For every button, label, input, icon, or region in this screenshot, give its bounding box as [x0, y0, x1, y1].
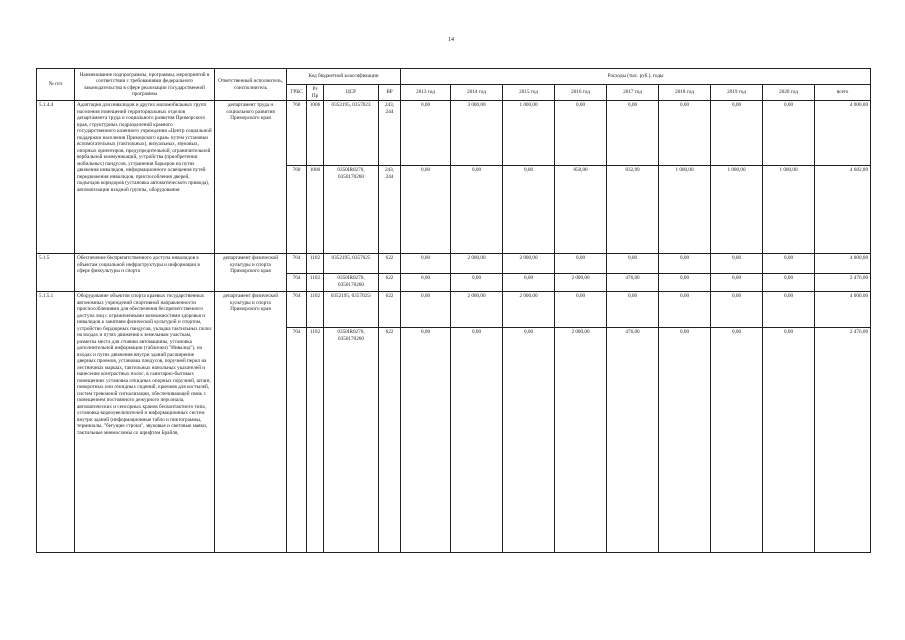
cell-value: 0,00: [451, 328, 503, 553]
header-year: 2020 год: [763, 85, 815, 101]
cell-value: 1 000,00: [711, 166, 763, 254]
cell-csr: 0352195, 0357023: [324, 101, 379, 166]
cell-vr: 622: [379, 292, 401, 328]
cell-value: 0,00: [503, 274, 555, 292]
cell-value: 0,00: [711, 101, 763, 166]
cell-grbs: 760: [287, 101, 307, 166]
cell-value: 0,00: [711, 254, 763, 274]
cell-value: 476,00: [607, 328, 659, 553]
cell-total: 2 476,00: [815, 274, 871, 292]
cell-value: 0,00: [607, 292, 659, 328]
cell-rzpr: 1102: [307, 328, 324, 553]
cell-grbs: 764: [287, 274, 307, 292]
cell-value: 2 000,00: [451, 292, 503, 328]
header-budget-code: Код бюджетной классификации: [287, 69, 401, 85]
cell-vr: 622: [379, 274, 401, 292]
cell-csr: 0350IR0270, 0350170260: [324, 274, 379, 292]
cell-total: 4 000,00: [815, 101, 871, 166]
cell-value: 0,00: [659, 274, 711, 292]
cell-total: 2 476,00: [815, 328, 871, 553]
header-total: всего: [815, 85, 871, 101]
cell-value: 2 000,00: [555, 274, 607, 292]
cell-grbs: 760: [287, 166, 307, 254]
cell-value: 0,00: [401, 254, 451, 274]
cell-value: 0,00: [711, 328, 763, 553]
cell-rzpr: 1102: [307, 274, 324, 292]
page-number: 14: [448, 37, 454, 43]
cell-csr: 0352195, 0357025: [324, 254, 379, 274]
header-grbs: ГРБС: [287, 85, 307, 101]
table-row: [37, 254, 871, 274]
cell-total: 4 682,89: [815, 166, 871, 254]
header-rzpr: Рз Пр: [307, 85, 324, 101]
cell-vr: 622: [379, 254, 401, 274]
cell-value: 2 000,00: [503, 292, 555, 328]
cell-grbs: 764: [287, 254, 307, 274]
cell-csr: 0350IR0270, 0350170260: [324, 328, 379, 553]
header-year: 2015 год: [503, 85, 555, 101]
cell-value: 3 000,00: [451, 101, 503, 166]
cell-value: 2 000,00: [503, 254, 555, 274]
cell-value: 0,00: [659, 254, 711, 274]
row-name: Обеспечение беспрепятственного доступа инвалидов к объектам социальной инфраструктуры и информации в сфере физкультуры и спорта: [75, 254, 215, 292]
cell-total: 4 000,00: [815, 292, 871, 328]
table-row: [37, 292, 871, 328]
header-csr: ЦСР: [324, 85, 379, 101]
cell-vr: 243, 244: [379, 101, 401, 166]
header-year: 2013 год: [401, 85, 451, 101]
header-year: 2014 год: [451, 85, 503, 101]
cell-rzpr: 1102: [307, 292, 324, 328]
cell-value: 0,00: [401, 328, 451, 553]
row-num: 5.1.5: [37, 254, 75, 292]
row-name: Адаптация для инвалидов и других маломобильных групп населения помещений территориальных отделов департамента труда и социального развития Приморского края, структурных подразделений краевого государственного казенного учреждения «Центр социальной поддержки населения Приморского края» путем установки вспомогательных (тактильных), визуальных, звуковых, опорных ориентиров, предупредительной, ограничительной вербальной коммуникаций, устройства (приобретения мобильных) пандусов, устранения барьеров на путях движения инвалидов, информационного освещения путей передвижения инвалидов, приспособления дверей, подъездов коридоров (установка автоматического привода), автоматизации входной группы, оборудования: [75, 101, 215, 254]
row-executor: департамент физической культуры и спорта Приморского края: [215, 292, 287, 553]
cell-value: 0,00: [711, 292, 763, 328]
row-name: Оборудование объектов спорта краевых государственных автономных учреждений спортивной направленности приспособлениями для обеспечения беспрепятственного доступа лиц с ограниченными возможностями здоровья и инвалидов к занятиям физической культурой и спортом, устройство бордюрных пандусов, укладка тактильных полос на входах и путях движения к земельным участкам, разметка места для стоянки автомашины, установка дополнительной информации (таблички) "Инвалид"), на входах и путях движения внутри зданий расширение дверных проемов, установка пандусов, поручней перил на лестничных маршах, тактильных напольных указателей и нанесение контрастных полос, в санитарно-бытовых помещениях установка откидных опорных поручней, штанг, поворотных или откидных сидений, крючков для костылей, систем тревожной сигнализации, обеспечивающей связь с помещением постоянного дежурного персонала, автоматических и сенсорных кранов бесконтактного типа, установка видеоувеличителей и информационных систем внутри зданий (информационные табло и пиктограммы, терминалы, "бегущие строки", звуковые и световые маяки, тактильные мнемосхемы со шрифтом Брайля,: [75, 292, 215, 553]
cell-value: 0,00: [659, 101, 711, 166]
cell-value: 850,00: [555, 166, 607, 254]
row-num: 5.1.5.1: [37, 292, 75, 553]
header-expenses: Расходы (тыс. руб.), годы: [401, 69, 871, 85]
cell-value: 0,00: [555, 101, 607, 166]
cell-value: 0,00: [711, 274, 763, 292]
cell-value: 0,00: [503, 328, 555, 553]
budget-table: [36, 68, 871, 553]
cell-value: 0,00: [763, 101, 815, 166]
cell-value: 0,00: [763, 328, 815, 553]
cell-value: 0,00: [763, 254, 815, 274]
cell-rzpr: 1006: [307, 101, 324, 166]
row-num: 5.1.4.4: [37, 101, 75, 254]
cell-value: 0,00: [401, 166, 451, 254]
cell-value: 2 000,00: [555, 328, 607, 553]
cell-value: 0,00: [401, 101, 451, 166]
cell-csr: 0352195, 0357025/: [324, 292, 379, 328]
cell-value: 1 000,00: [659, 166, 711, 254]
header-year: 2017 год: [607, 85, 659, 101]
header-year: 2018 год: [659, 85, 711, 101]
cell-rzpr: 1006: [307, 166, 324, 254]
cell-value: 832,89: [607, 166, 659, 254]
cell-value: 1 000,00: [503, 101, 555, 166]
cell-rzpr: 1102: [307, 254, 324, 274]
cell-value: 1 000,00: [763, 166, 815, 254]
table-header: [37, 69, 871, 101]
cell-value: 0,00: [451, 166, 503, 254]
header-executor: Ответственный исполнитель, соисполнитель: [215, 69, 287, 101]
header-name: Наименование подпрограммы, программы, мероприятий в соответствии с требованиями федерального законодательства в сфере реализации государственной программы: [75, 69, 215, 101]
cell-value: 0,00: [451, 274, 503, 292]
cell-value: 0,00: [659, 292, 711, 328]
cell-value: 0,00: [607, 101, 659, 166]
cell-vr: 622: [379, 328, 401, 553]
cell-grbs: 764: [287, 292, 307, 328]
cell-value: 2 000,00: [451, 254, 503, 274]
table-row: [37, 101, 871, 166]
header-vr: ВР: [379, 85, 401, 101]
cell-csr: 0350IR0270, 0350170260: [324, 166, 379, 254]
header-year: 2019 год: [711, 85, 763, 101]
cell-value: 0,00: [503, 166, 555, 254]
cell-grbs: 764: [287, 328, 307, 553]
cell-value: 0,00: [401, 292, 451, 328]
row-executor: департамент физической культуры и спорта Приморского края: [215, 254, 287, 292]
cell-vr: 243, 244: [379, 166, 401, 254]
cell-value: 0,00: [607, 254, 659, 274]
cell-value: 0,00: [555, 292, 607, 328]
cell-value: 0,00: [659, 328, 711, 553]
cell-value: 0,00: [763, 274, 815, 292]
row-executor: департамент труда и социального развития Приморского края: [215, 101, 287, 254]
header-year: 2016 год: [555, 85, 607, 101]
cell-value: 476,00: [607, 274, 659, 292]
cell-total: 4 000,00: [815, 254, 871, 274]
cell-value: 0,00: [555, 254, 607, 274]
cell-value: 0,00: [763, 292, 815, 328]
header-num: № п/п: [37, 69, 75, 101]
cell-value: 0,00: [401, 274, 451, 292]
